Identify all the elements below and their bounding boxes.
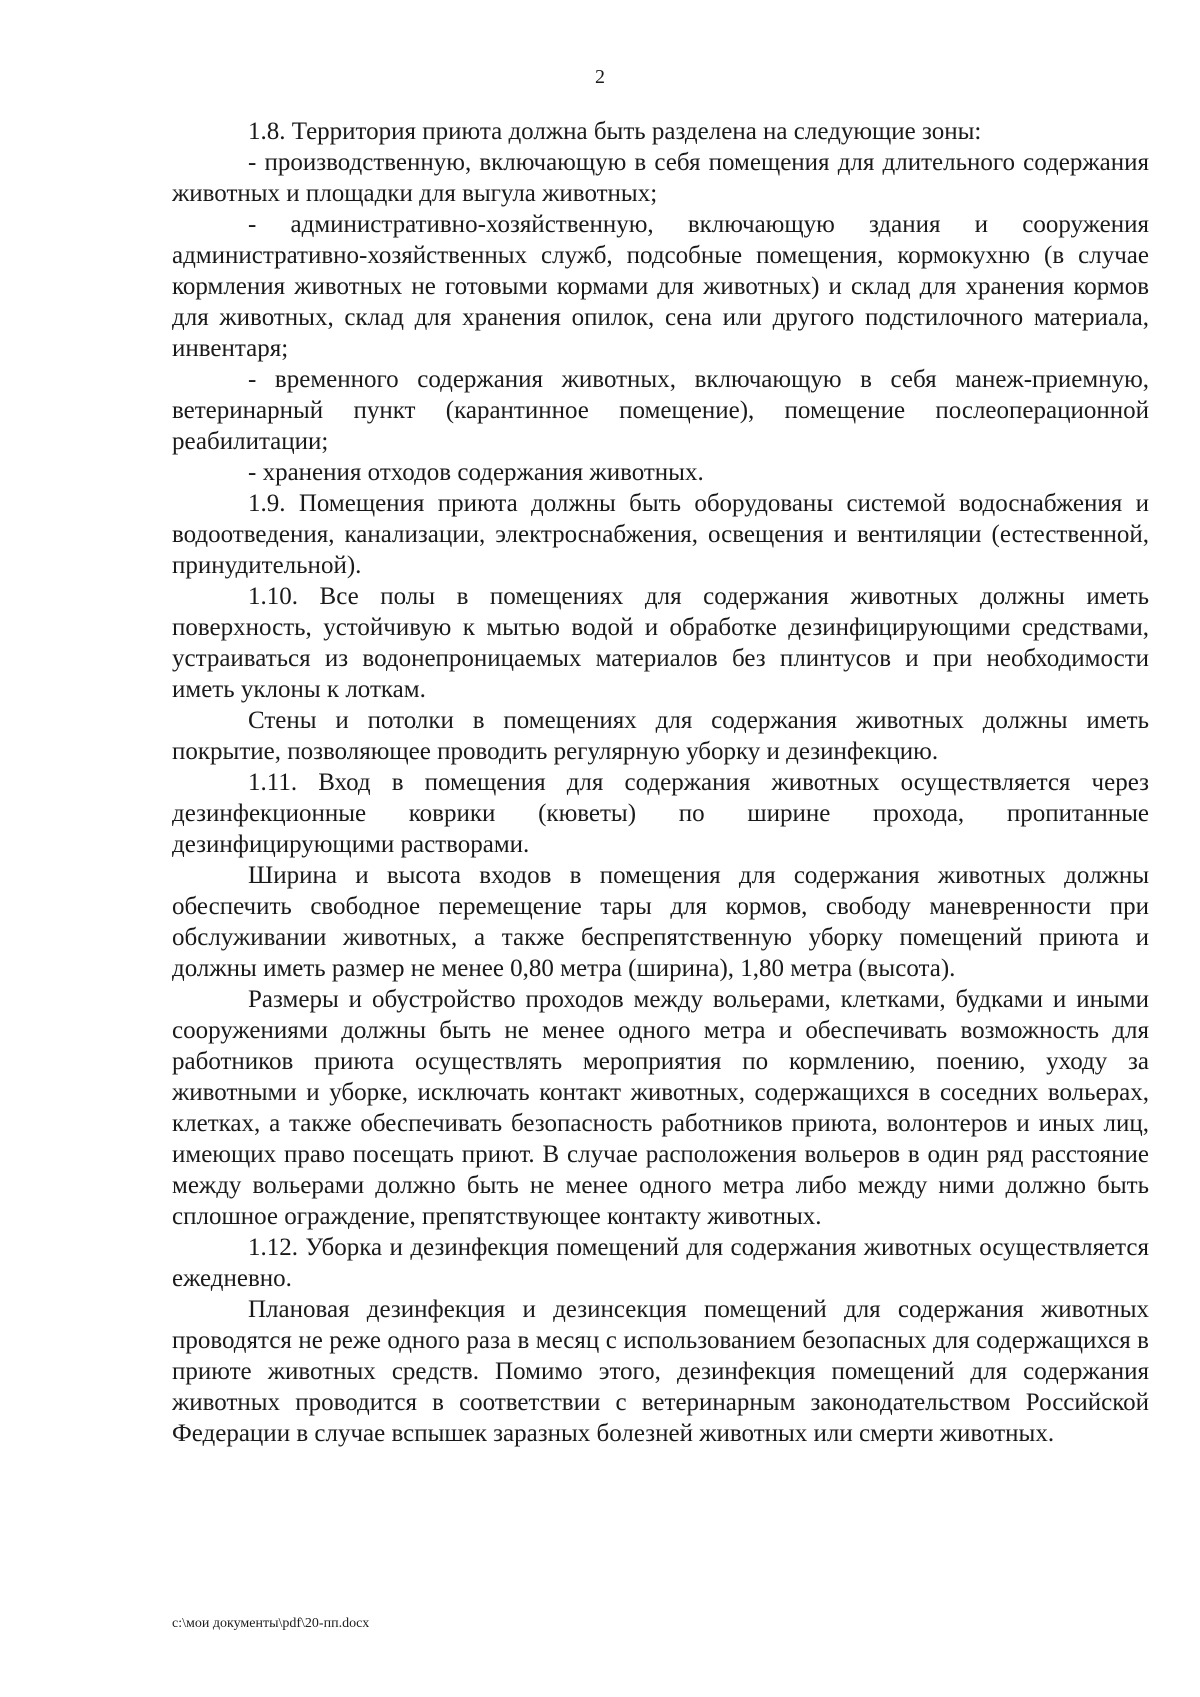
paragraph-1-12: 1.12. Уборка и дезинфекция помещений для содержания животных осуществляется ежедневно. <box>172 1234 1149 1292</box>
footer-file-path: c:\мои документы\pdf\20-пп.docx <box>172 1616 370 1631</box>
paragraph-disinfection: Плановая дезинфекция и дезинсекция помещений для содержания животных проводятся не реже одного раза в месяц с использованием безопасных для содержащихся в приюте животных средств. Помимо этого, дезинфекция помещений для содержания животных проводится в соответствии с ветеринарным законодательством Российской Федерации в случае вспышек заразных болезней животных или смерти животных. <box>172 1296 1149 1447</box>
paragraph-zone-waste: - хранения отходов содержания животных. <box>248 459 704 486</box>
paragraph-zone-production: - производственную, включающую в себя помещения для длительного содержания животных и площадки для выгула животных; <box>172 149 1149 207</box>
paragraph-1-10: 1.10. Все полы в помещениях для содержания животных должны иметь поверхность, устойчивую к мытью водой и обработке дезинфицирующими средствами, устраиваться из водонепроницаемых материалов без плинтусов и при необходимости иметь уклоны к лоткам. <box>172 583 1149 703</box>
paragraph-zone-admin: - административно-хозяйственную, включающую здания и сооружения административно-хозяйственных служб, подсобные помещения, кормокухню (в случае кормления животных не готовыми кормами для животных) и склад для хранения кормов для животных, склад для хранения опилок, сена или другого подстилочного материала, инвентаря; <box>172 211 1149 362</box>
paragraph-zone-temporary: - временного содержания животных, включающую в себя манеж-приемную, ветеринарный пункт (карантинное помещение), помещение послеоперационной реабилитации; <box>172 366 1149 455</box>
paragraph-1-11: 1.11. Вход в помещения для содержания животных осуществляется через дезинфекционные коврики (кюветы) по ширине прохода, пропитанные дезинфицирующими растворами. <box>172 769 1149 858</box>
page-number: 2 <box>595 66 605 88</box>
paragraph-passages: Размеры и обустройство проходов между вольерами, клетками, будками и иными сооружениями должны быть не менее одного метра и обеспечивать возможность для работников приюта осуществлять мероприятия по кормлению, поению, уходу за животными и уборке, исключать контакт животных, содержащихся в соседних вольерах, клетках, а также обеспечивать безопасность работников приюта, волонтеров и иных лиц, имеющих право посещать приют. В случае расположения вольеров в один ряд расстояние между вольерами должно быть не менее одного метра либо между ними должно быть сплошное ограждение, препятствующее контакту животных. <box>172 986 1149 1230</box>
paragraph-walls: Стены и потолки в помещениях для содержания животных должны иметь покрытие, позволяющее проводить регулярную уборку и дезинфекцию. <box>172 707 1149 765</box>
paragraph-1-8: 1.8. Территория приюта должна быть разделена на следующие зоны: <box>248 118 982 145</box>
paragraph-entrances: Ширина и высота входов в помещения для содержания животных должны обеспечить свободное перемещение тары для кормов, свободу маневренности при обслуживании животных, а также беспрепятственную уборку помещений приюта и должны иметь размер не менее 0,80 метра (ширина), 1,80 метра (высота). <box>172 862 1149 982</box>
document-body <box>172 116 1149 1449</box>
paragraph-1-9: 1.9. Помещения приюта должны быть оборудованы системой водоснабжения и водоотведения, канализации, электроснабжения, освещения и вентиляции (естественной, принудительной). <box>172 490 1149 579</box>
